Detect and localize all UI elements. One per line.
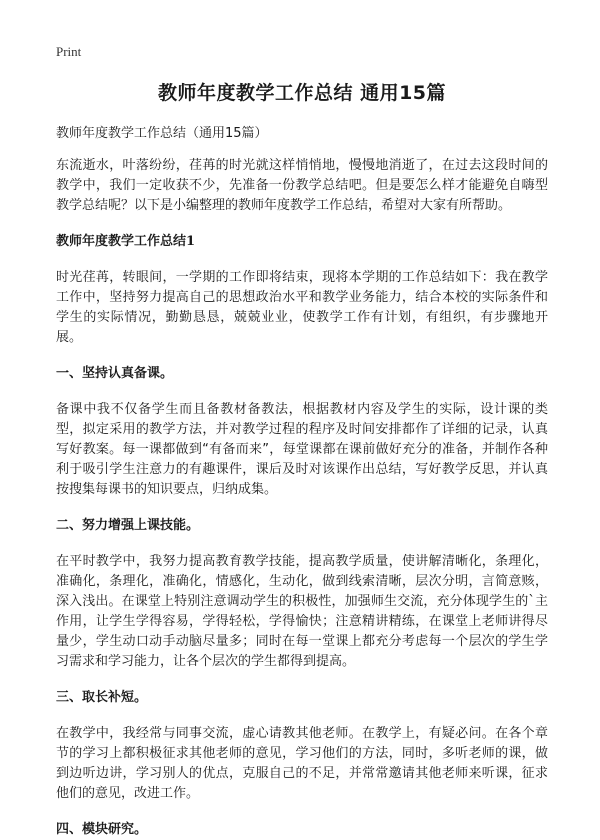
paragraph-teaching-skills: 在平时教学中，我努力提高教育教学技能，提高教学质量，使讲解清晰化，条理化，准确化，条理化，准确化，情感化，生动化，做到线索清晰，层次分明，言简意赅，深入浅出。在课堂上特别注意调动学生的积极性，加强师生交流，充分体现学生的`主作用，让学生学得容易，学得轻松，学得愉快；注意精讲精练，在课堂上老师讲得尽量少，学生动口动手动脑尽量多；同时在每一堂课上都充分考虑每一个层次的学生学习需求和学习能力，让各个层次的学生都得到提高。 — [56, 554, 548, 669]
paragraph-prepare-lessons: 备课中我不仅备学生而且备教材备教法，根据教材内容及学生的实际，设计课的类型，拟定采用的教学方法，并对教学过程的程序及时间安排都作了详细的记录，认真写好教案。每一课都做到“有备而来”，每堂课都在课前做好充分的准备，并制作各种利于吸引学生注意力的有趣课件，课后及时对该课作出总结，写好教学反思，并认真按搜集每课书的知识要点，归纳成集。 — [56, 402, 548, 497]
intro-paragraph: 东流逝水，叶落纷纷，荏苒的时光就这样悄悄地，慢慢地消逝了，在过去这段时间的教学中，我们一定收获不少，先准备一份教学总结吧。但是要怎么样才能避免自嗨型教学总结呢？以下是小编整理的教师年度教学工作总结，希望对大家有所帮助。 — [56, 158, 548, 213]
print-label[interactable]: Print — [56, 44, 82, 59]
heading-teaching-skills: 二、努力增强上课技能。 — [56, 518, 200, 533]
section-1-title: 教师年度教学工作总结1 — [56, 234, 196, 249]
heading-learn-from-others: 三、取长补短。 — [56, 690, 148, 705]
heading-module-research: 四、模块研究。 — [56, 822, 148, 837]
page-title: 教师年度教学工作总结 通用15篇 — [157, 82, 447, 104]
paragraph-learn-from-others: 在教学中，我经常与同事交流，虚心请教其他老师。在教学上，有疑必问。在各个章节的学习上都积极征求其他老师的意见，学习他们的方法，同时，多听老师的课，做到边听边讲，学习别人的优点，克服自己的不足，并常常邀请其他老师来听课，征求他们的意见，改进工作。 — [56, 726, 548, 801]
document-subtitle: 教师年度教学工作总结（通用15篇） — [56, 126, 268, 141]
section-1-paragraph: 时光荏苒，转眼间，一学期的工作即将结束，现将本学期的工作总结如下：我在教学工作中，坚持努力提高自己的思想政治水平和教学业务能力，结合本校的实际条件和学生的实际情况，勤勤恳恳，兢兢业业，使教学工作有计划，有组织，有步骤地开展。 — [56, 270, 548, 345]
heading-prepare-lessons: 一、坚持认真备课。 — [56, 366, 174, 381]
